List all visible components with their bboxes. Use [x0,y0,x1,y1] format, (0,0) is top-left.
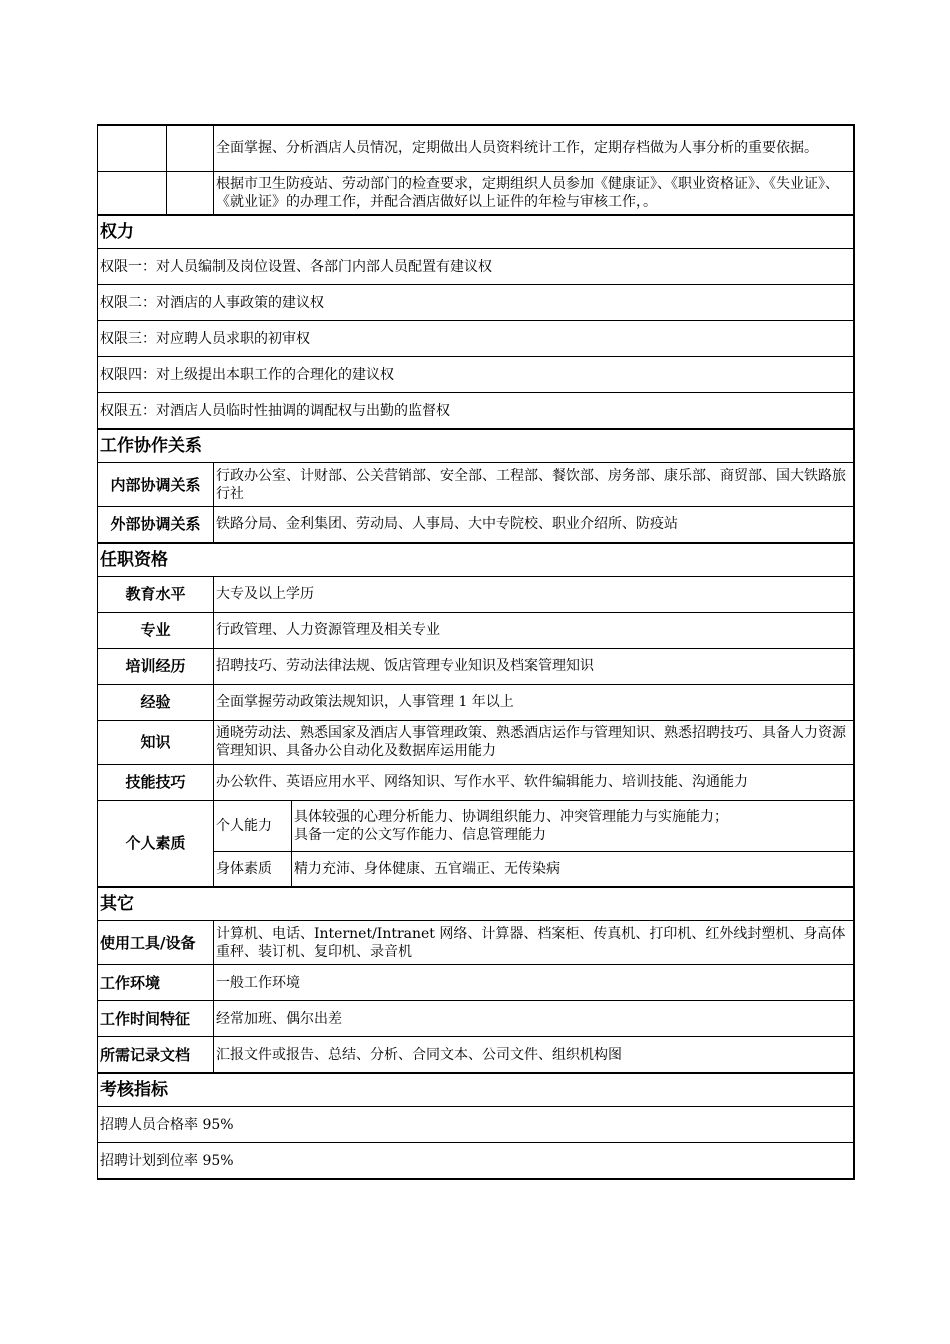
knowledge-label: 知识 [98,720,214,764]
ability-label: 个人能力 [214,800,292,851]
tools-value: 计算机、电话、Internet/Intranet 网络、计算器、档案柜、传真机、打印机、红外线封塑机、身高体重秤、装订机、复印机、录音机 [214,921,854,965]
authority-item: 权限四：对上级提出本职工作的合理化的建议权 [98,357,854,393]
records-label: 所需记录文档 [98,1037,214,1074]
experience-value: 全面掌握劳动政策法规知识，人事管理 1 年以上 [214,684,854,720]
ability-line: 具体较强的心理分析能力、协调组织能力、冲突管理能力与实施能力； [294,808,728,825]
work-time-value: 经常加班、偶尔出差 [214,1001,854,1037]
external-relations-value: 铁路分局、金利集团、劳动局、人事局、大中专院校、职业介绍所、防疫站 [214,507,854,543]
duty-empty-cell-4 [167,171,214,215]
job-description-table [97,124,855,1180]
duty-empty-cell-3 [98,171,167,215]
education-label: 教育水平 [98,576,214,612]
authority-item: 权限五：对酒店人员临时性抽调的调配权与出勤的监督权 [98,393,854,430]
authority-item: 权限二：对酒店的人事政策的建议权 [98,285,854,321]
authority-item: 权限一：对人员编制及岗位设置、各部门内部人员配置有建议权 [98,249,854,285]
training-value: 招聘技巧、劳动法律法规、饭店管理专业知识及档案管理知识 [214,648,854,684]
external-relations-label: 外部协调关系 [98,507,214,543]
ability-value [292,800,854,851]
skills-label: 技能技巧 [98,764,214,800]
duty-item: 根据市卫生防疫站、劳动部门的检查要求，定期组织人员参加《健康证》、《职业资格证》、《失业证》、《就业证》的办理工作，并配合酒店做好以上证件的年检与审核工作，。 [214,171,854,215]
authority-item: 权限三：对应聘人员求职的初审权 [98,321,854,357]
major-label: 专业 [98,612,214,648]
skills-value: 办公软件、英语应用水平、网络知识、写作水平、软件编辑能力、培训技能、沟通能力 [214,764,854,800]
kpi-item: 招聘人员合格率 95% [98,1107,854,1143]
ability-line: 具备一定的公文写作能力、信息管理能力 [294,826,546,843]
personal-quality-label: 个人素质 [98,800,214,887]
internal-relations-label: 内部协调关系 [98,463,214,507]
duty-empty-cell-2 [167,125,214,171]
major-value: 行政管理、人力资源管理及相关专业 [214,612,854,648]
knowledge-value: 通晓劳动法、熟悉国家及酒店人事管理政策、熟悉酒店运作与管理知识、熟悉招聘技巧、具备人力资源管理知识、具备办公自动化及数据库运用能力 [214,720,854,764]
internal-relations-value: 行政办公室、计财部、公关营销部、安全部、工程部、餐饮部、房务部、康乐部、商贸部、国大铁路旅行社 [214,463,854,507]
environment-label: 工作环境 [98,965,214,1001]
section-title-kpi: 考核指标 [98,1073,854,1107]
kpi-item: 招聘计划到位率 95% [98,1143,854,1180]
experience-label: 经验 [98,684,214,720]
section-title-authority: 权力 [98,215,854,249]
tools-label: 使用工具/设备 [98,921,214,965]
physical-value: 精力充沛、身体健康、五官端正、无传染病 [292,851,854,887]
section-title-qualifications: 任职资格 [98,543,854,577]
section-title-relations: 工作协作关系 [98,429,854,463]
section-title-other: 其它 [98,887,854,921]
records-value: 汇报文件或报告、总结、分析、合同文本、公司文件、组织机构图 [214,1037,854,1074]
environment-value: 一般工作环境 [214,965,854,1001]
training-label: 培训经历 [98,648,214,684]
duty-item: 全面掌握、分析酒店人员情况，定期做出人员资料统计工作，定期存档做为人事分析的重要依据。 [214,125,854,171]
duty-empty-cell-1 [98,125,167,171]
job-description-sheet [97,124,853,1180]
physical-label: 身体素质 [214,851,292,887]
education-value: 大专及以上学历 [214,576,854,612]
work-time-label: 工作时间特征 [98,1001,214,1037]
